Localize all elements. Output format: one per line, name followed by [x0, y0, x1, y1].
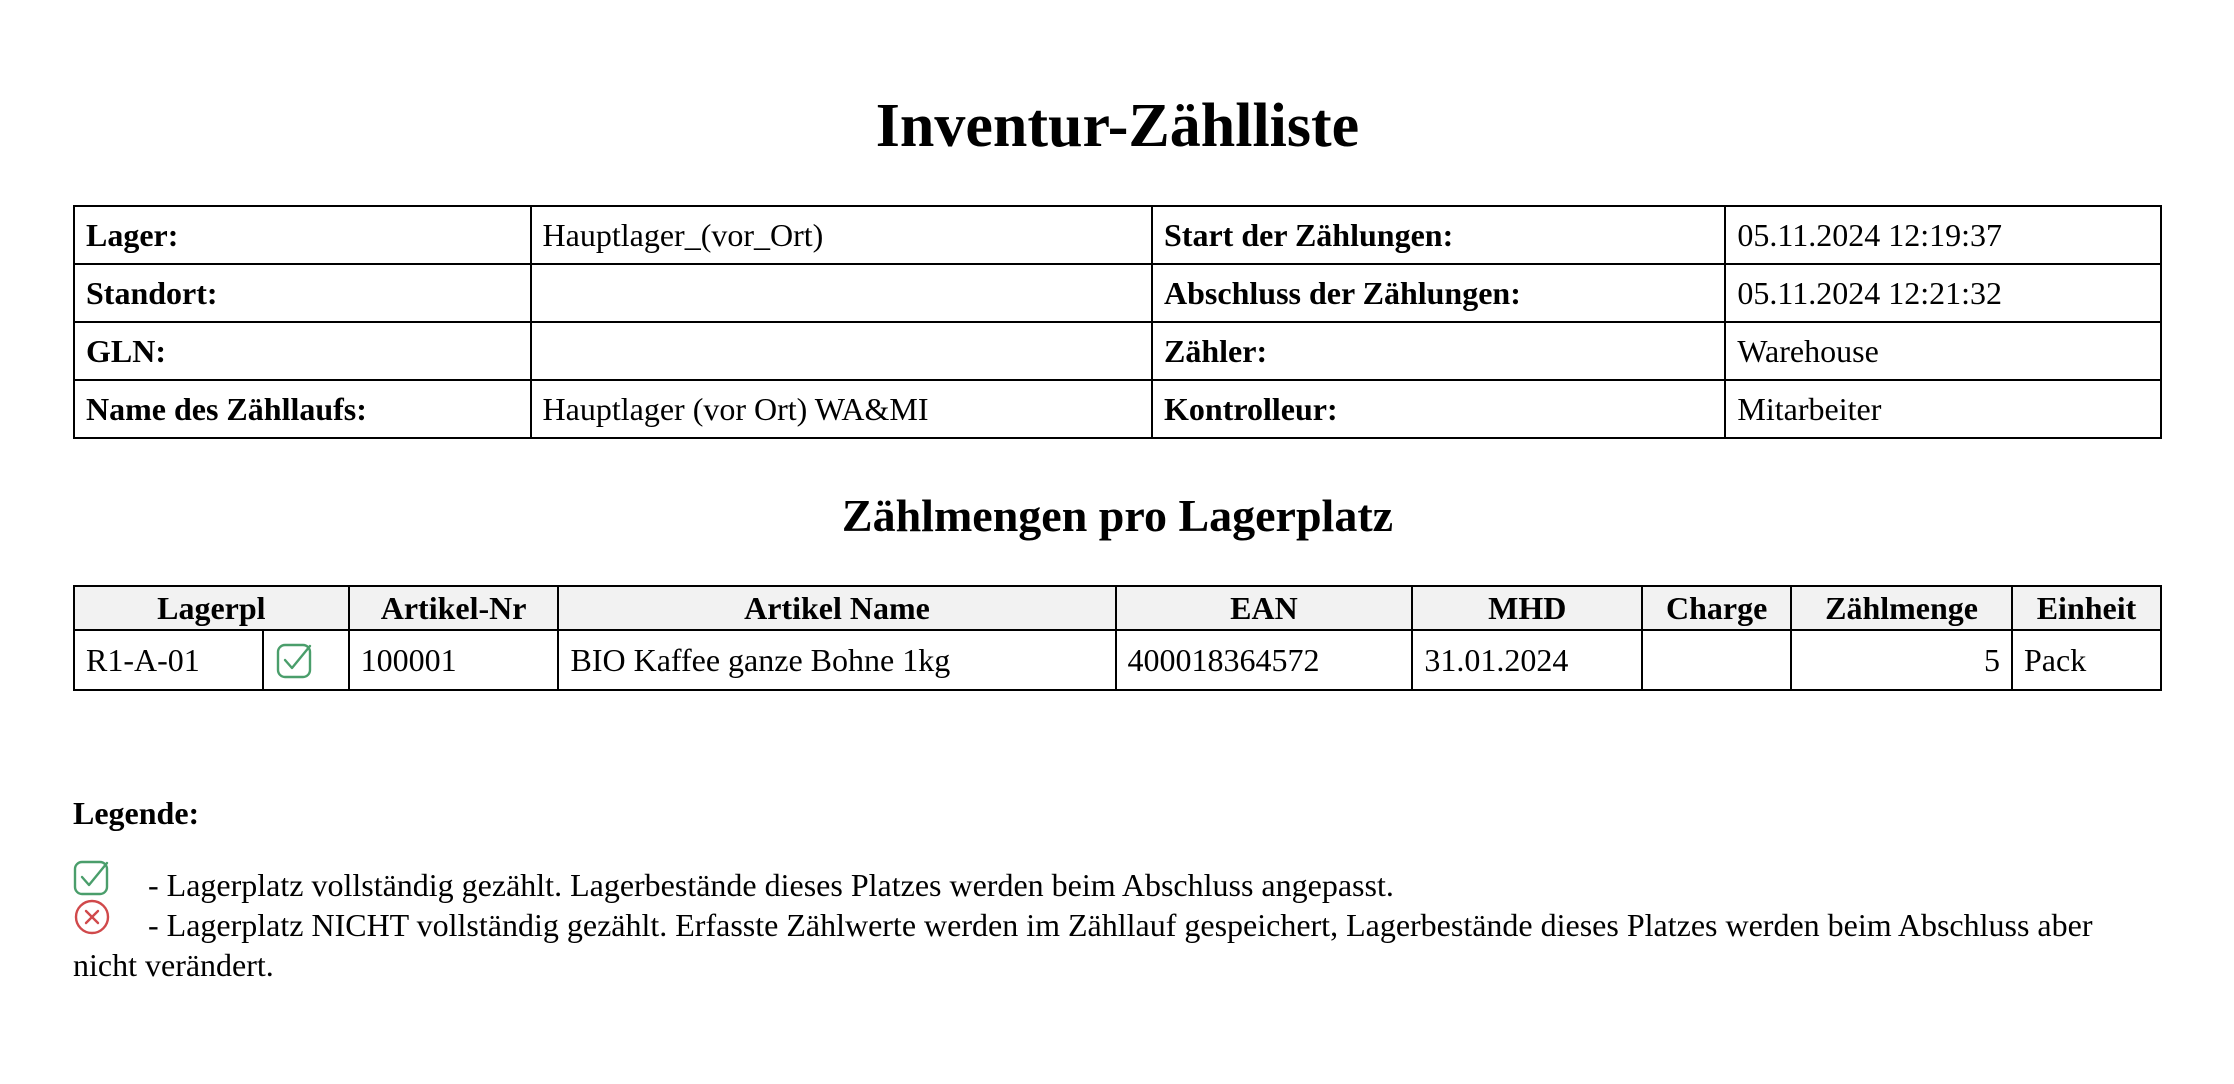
- info-label-zaehllauf: Name des Zähllaufs:: [74, 380, 531, 438]
- page-title: Inventur-Zählliste: [875, 92, 1360, 160]
- cell-status: [263, 630, 349, 690]
- col-header-charge: Charge: [1642, 586, 1791, 630]
- col-header-lagerplatz: Lagerpl: [74, 586, 349, 630]
- col-header-zaehlmenge: Zählmenge: [1791, 586, 2012, 630]
- counts-table: [73, 585, 2162, 691]
- info-table: [73, 205, 2162, 439]
- table-header-row: [74, 586, 2161, 630]
- cell-einheit: Pack: [2012, 630, 2161, 690]
- legend-item-incomplete: [73, 905, 2162, 985]
- info-value-gln: [531, 322, 1152, 380]
- col-header-artikel-nr: Artikel-Nr: [349, 586, 559, 630]
- x-circle-icon: [73, 898, 111, 936]
- cell-artikel-name: BIO Kaffee ganze Bohne 1kg: [558, 630, 1115, 690]
- info-value-lager: Hauptlager_(vor_Ort): [531, 206, 1152, 264]
- cell-charge: [1642, 630, 1791, 690]
- cell-mhd: 31.01.2024: [1412, 630, 1642, 690]
- check-square-icon: [276, 641, 348, 679]
- info-label-abschluss: Abschluss der Zählungen:: [1152, 264, 1725, 322]
- info-row: [74, 264, 2161, 322]
- info-row: [74, 380, 2161, 438]
- info-value-standort: [531, 264, 1152, 322]
- info-value-zaehllauf: Hauptlager (vor Ort) WA&MI: [531, 380, 1152, 438]
- info-row: [74, 206, 2161, 264]
- table-row: [74, 630, 2161, 690]
- col-header-artikel-name: Artikel Name: [558, 586, 1115, 630]
- col-header-einheit: Einheit: [2012, 586, 2161, 630]
- legend-title: Legende:: [73, 795, 200, 831]
- info-label-kontrolleur: Kontrolleur:: [1152, 380, 1725, 438]
- info-value-abschluss: 05.11.2024 12:21:32: [1725, 264, 2161, 322]
- legend-text-complete: - Lagerplatz vollständig gezählt. Lagerbestände dieses Platzes werden beim Abschluss angepasst.: [148, 867, 1394, 903]
- col-header-mhd: MHD: [1412, 586, 1642, 630]
- section-title: Zählmengen pro Lagerplatz: [841, 490, 1394, 541]
- check-square-icon: [73, 858, 111, 896]
- cell-lagerplatz: R1-A-01: [74, 630, 263, 690]
- info-label-gln: GLN:: [74, 322, 531, 380]
- legend-item-complete: [73, 865, 2162, 905]
- info-label-lager: Lager:: [74, 206, 531, 264]
- info-label-zaehler: Zähler:: [1152, 322, 1725, 380]
- info-label-standort: Standort:: [74, 264, 531, 322]
- col-header-ean: EAN: [1116, 586, 1413, 630]
- info-row: [74, 322, 2161, 380]
- legend-text-incomplete: - Lagerplatz NICHT vollständig gezählt. Erfasste Zählwerte werden im Zähllauf gespeichert, Lagerbestände dieses Platzes werden beim Abschluss aber nicht verändert.: [73, 907, 2093, 983]
- cell-artikel-nr: 100001: [349, 630, 559, 690]
- info-label-start: Start der Zählungen:: [1152, 206, 1725, 264]
- info-value-kontrolleur: Mitarbeiter: [1725, 380, 2161, 438]
- cell-ean: 400018364572: [1116, 630, 1413, 690]
- cell-zaehlmenge: 5: [1791, 630, 2012, 690]
- info-value-start: 05.11.2024 12:19:37: [1725, 206, 2161, 264]
- info-value-zaehler: Warehouse: [1725, 322, 2161, 380]
